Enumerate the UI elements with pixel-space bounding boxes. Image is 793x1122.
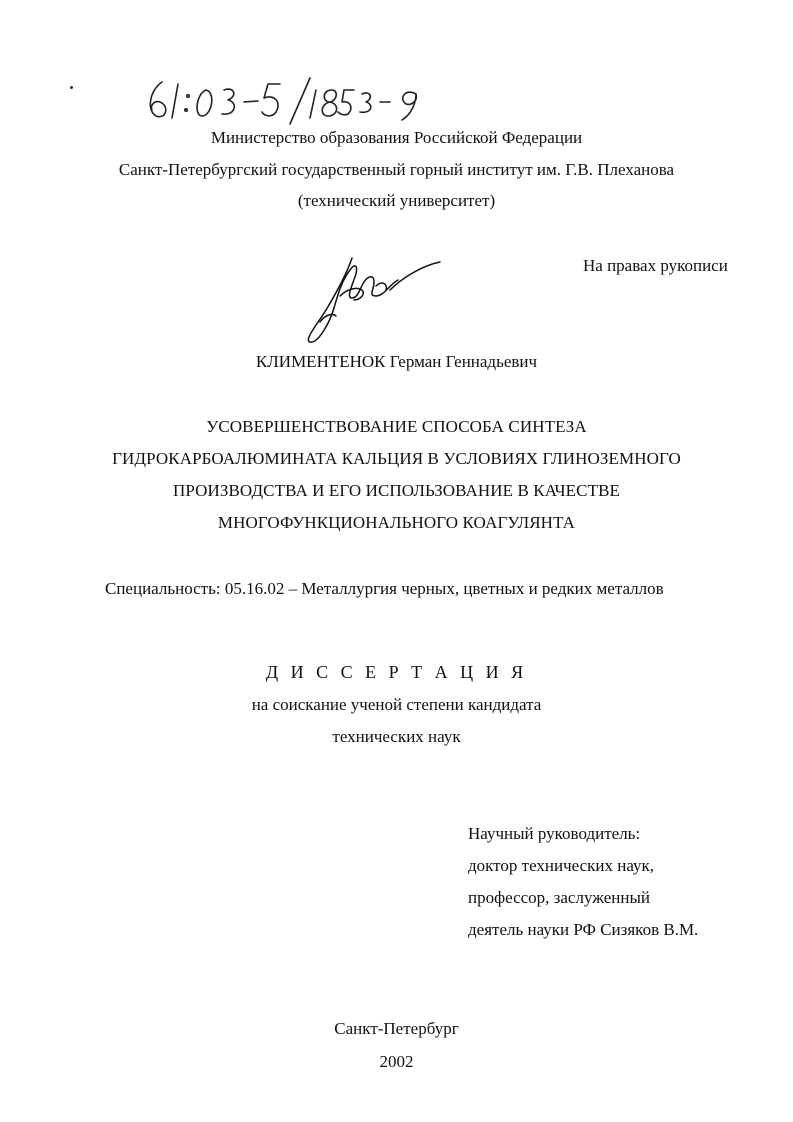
- institute-name: Санкт-Петербургский государственный горный институт им. Г.В. Плеханова: [118, 160, 675, 179]
- year: 2002: [379, 1052, 414, 1071]
- dissertation-title-line-3: ПРОИЗВОДСТВА И ЕГО ИСПОЛЬЗОВАНИЕ В КАЧЕСТВЕ: [172, 481, 621, 500]
- author-name: КЛИМЕНТЕНОК Герман Геннадьевич: [255, 352, 538, 371]
- degree-line-2: технических наук: [332, 727, 461, 746]
- author-signature: [290, 250, 450, 350]
- supervisor-title: профессор, заслуженный: [468, 888, 651, 907]
- dissertation-title-line-4: МНОГОФУНКЦИОНАЛЬНОГО КОАГУЛЯНТА: [217, 513, 576, 532]
- manuscript-rights: На правах рукописи: [583, 256, 728, 275]
- dissertation-label: Д И С С Е Р Т А Ц И Я: [265, 662, 528, 682]
- supervisor-label: Научный руководитель:: [468, 824, 641, 843]
- specialty: Специальность: 05.16.02 – Металлургия черных, цветных и редких металлов: [105, 579, 664, 598]
- margin-mark: [70, 86, 73, 89]
- city: Санкт-Петербург: [334, 1019, 459, 1038]
- svg-text:61:03-5/1853-9: 61:03-5/1853-9: [140, 68, 147, 69]
- supervisor-name: деятель науки РФ Сизяков В.М.: [468, 920, 699, 939]
- ministry-name: Министерство образования Российской Федерации: [210, 128, 583, 147]
- supervisor-degree: доктор технических наук,: [468, 856, 655, 875]
- university-type: (технический университет): [297, 191, 496, 210]
- dissertation-title-line-1: УСОВЕРШЕНСТВОВАНИЕ СПОСОБА СИНТЕЗА: [206, 417, 587, 436]
- degree-line-1: на соискание ученой степени кандидата: [251, 695, 542, 714]
- dissertation-title-line-2: ГИДРОКАРБОАЛЮМИНАТА КАЛЬЦИЯ В УСЛОВИЯХ ГЛИНОЗЕМНОГО: [112, 449, 681, 468]
- handwritten-archive-number: [140, 68, 520, 128]
